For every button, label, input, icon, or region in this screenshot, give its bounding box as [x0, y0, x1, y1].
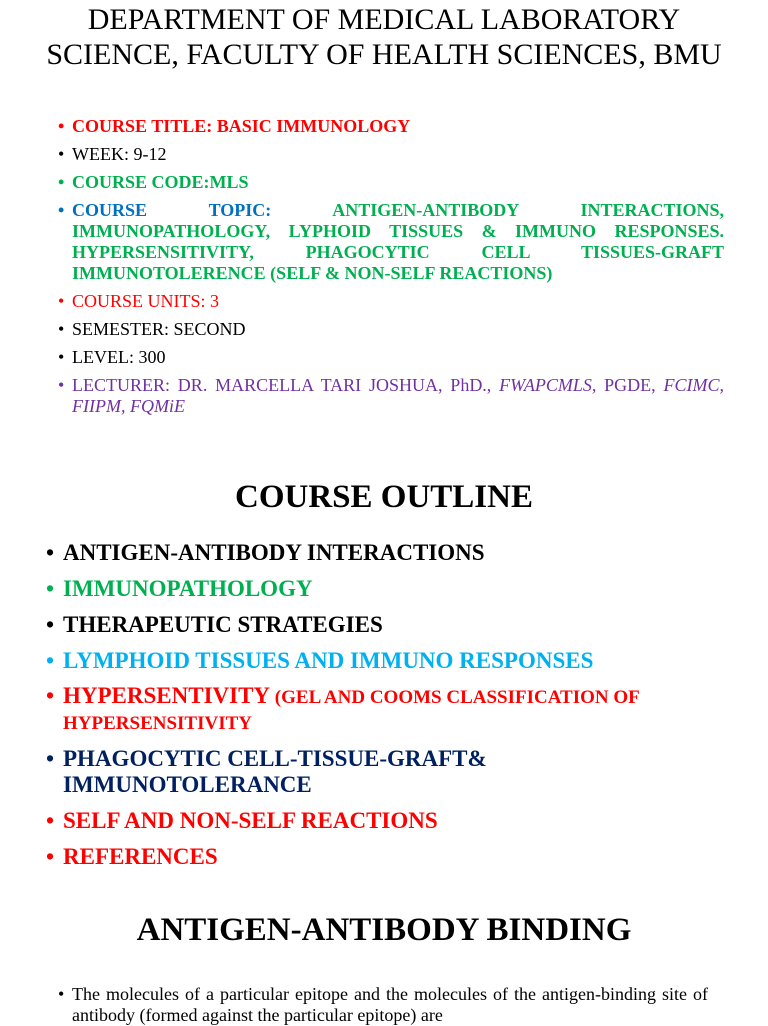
course-code-text: COURSE CODE:MLS [72, 172, 249, 192]
outline-item-text: SELF AND NON-SELF REACTIONS [63, 808, 438, 833]
course-topic-item [58, 200, 724, 284]
outline-item-therapeutic [46, 612, 736, 638]
antigen-antibody-binding-heading: ANTIGEN-ANTIBODY BINDING [136, 912, 632, 948]
outline-item-text: ANTIGEN-ANTIBODY INTERACTIONS [63, 540, 485, 565]
binding-paragraph [58, 984, 708, 1026]
outline-item-self-nonself [46, 808, 736, 834]
outline-item-text: REFERENCES [63, 844, 218, 869]
lecturer-item [58, 375, 724, 417]
outline-item-immunopathology [46, 576, 736, 602]
outline-item-hypersensitivity [46, 684, 736, 736]
semester-text: SEMESTER: SECOND [72, 319, 246, 339]
level-text: LEVEL: 300 [72, 347, 166, 367]
course-units-label: COURSE UNITS: [72, 291, 211, 311]
course-title-item [58, 116, 724, 137]
outline-item-lymphoid [46, 648, 736, 674]
course-title-text: COURSE TITLE: BASIC IMMUNOLOGY [72, 116, 411, 136]
lecturer-prefix: LECTURER: DR. MARCELLA TARI JOSHUA, PhD., [72, 375, 500, 395]
week-text: WEEK: 9-12 [72, 144, 167, 164]
course-units-value: 3 [210, 291, 220, 311]
course-code-item [58, 172, 724, 193]
binding-list [58, 984, 708, 1026]
course-outline-list [46, 540, 736, 880]
lecturer-credentials: FCIMC, FIIPM, FQMiE [72, 375, 724, 416]
outline-item-text: THERAPEUTIC STRATEGIES [63, 612, 383, 637]
week-item [58, 144, 724, 165]
outline-item-subtext: (GEL AND COOMS CLASSIFICATION OF HYPERSENSITIVITY [63, 687, 640, 734]
outline-item-antigen-antibody [46, 540, 736, 566]
course-outline-heading: COURSE OUTLINE [235, 479, 533, 515]
outline-item-phagocytic [46, 746, 736, 798]
course-units-item [58, 291, 724, 312]
binding-paragraph-text: The molecules of a particular epitope and the molecules of the antigen-binding site of antibody (formed against the particular epitope) are [72, 984, 708, 1025]
level-item [58, 347, 724, 368]
outline-item-references [46, 844, 736, 870]
course-info-list [58, 116, 724, 417]
outline-item-text: IMMUNOPATHOLOGY [63, 576, 313, 601]
lecturer-fwapcmls: FWAPCMLS [499, 375, 592, 395]
lecturer-pgde: , PGDE, [591, 375, 664, 395]
semester-item [58, 319, 724, 340]
outline-item-text: LYMPHOID TISSUES AND IMMUNO RESPONSES [63, 648, 594, 673]
course-topic-label: COURSE TOPIC: [72, 200, 272, 220]
course-topic-value: ANTIGEN-ANTIBODY INTERACTIONS, IMMUNOPATHOLOGY, LYPHOID TISSUES & IMMUNO RESPONSES. HYPERSENSITIVITY, PHAGOCYTIC CELL TISSUES-GRAFT IMMUNOTOLERENCE (SELF & NON-SELF REACTIONS) [72, 200, 724, 283]
page-title: DEPARTMENT OF MEDICAL LABORATORY SCIENCE, FACULTY OF HEALTH SCIENCES, BMU [46, 3, 722, 71]
outline-item-text: HYPERSENTIVITY [63, 683, 271, 708]
outline-item-text: PHAGOCYTIC CELL-TISSUE-GRAFT& IMMUNOTOLERANCE [63, 746, 487, 797]
